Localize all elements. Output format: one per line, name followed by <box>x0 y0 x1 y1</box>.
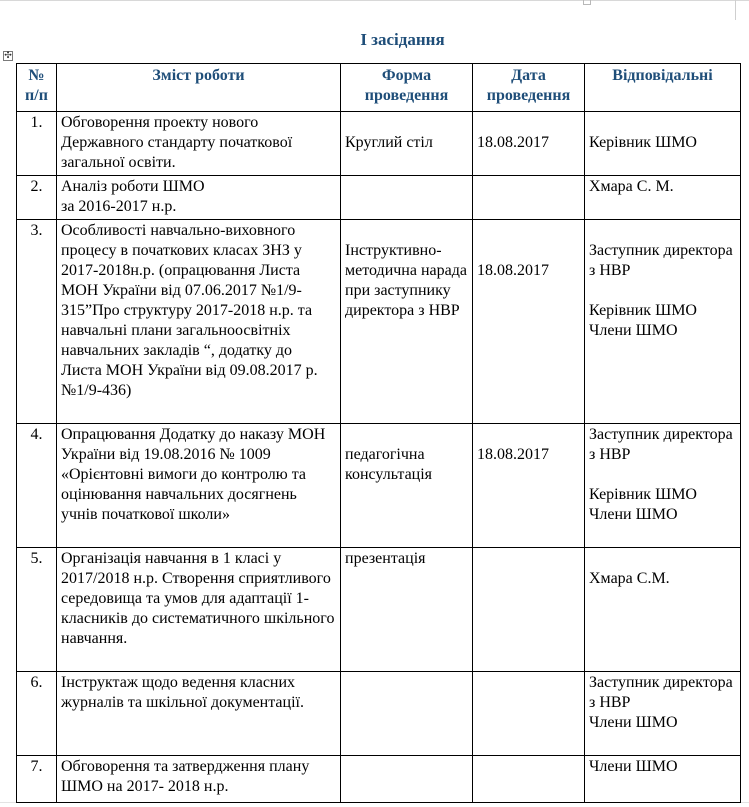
row-form <box>341 112 473 176</box>
table-row <box>17 548 741 672</box>
row-content: Інструктаж щодо ведення класних журналів та шкільної документації. <box>57 672 341 756</box>
row-date <box>473 176 585 220</box>
row-form: презентація <box>341 548 473 672</box>
row-responsible: Члени ШМО <box>585 756 741 803</box>
header-num <box>17 64 57 112</box>
row-responsible-line: Члени ШМО <box>589 506 678 523</box>
row-responsible <box>585 112 741 176</box>
row-date: 18.08.2017 <box>473 220 585 424</box>
row-num: 6. <box>17 672 57 756</box>
plan-table <box>16 63 741 803</box>
row-content <box>57 176 341 220</box>
row-num: 1. <box>17 112 57 176</box>
header-content: Зміст роботи <box>57 64 341 112</box>
header-form <box>341 64 473 112</box>
header-num-line2: п/п <box>25 87 48 104</box>
row-num: 2. <box>17 176 57 220</box>
row-content: Організація навчання в 1 класі у 2017/2018 н.р. Створення сприятливого середовища та умов для адаптації 1-класників до систематичного шкільного навчання. <box>57 548 341 672</box>
row-num: 4. <box>17 424 57 548</box>
row-responsible-spacer <box>589 281 736 301</box>
row-responsible-line: Члени ШМО <box>589 322 678 339</box>
row-content: Опрацювання Додатку до наказу МОН України від 19.08.2016 № 1009 «Орієнтовні вимоги до контролю та оцінювання навчальних досягнень учнів початкової школи» <box>57 424 341 548</box>
table-row <box>17 176 741 220</box>
row-form <box>341 672 473 756</box>
row-form <box>341 756 473 803</box>
row-num: 7. <box>17 756 57 803</box>
row-responsible-line: Заступник директора з НВР <box>589 426 733 463</box>
row-form-text: Круглий стіл <box>345 133 433 151</box>
header-date <box>473 64 585 112</box>
header-responsible: Відповідальні <box>585 64 741 112</box>
header-form-line1: Форма <box>381 67 432 84</box>
page-edge-top <box>0 0 749 1</box>
row-date <box>473 112 585 176</box>
row-form <box>341 176 473 220</box>
table-row <box>17 672 741 756</box>
row-responsible-spacer <box>589 465 736 485</box>
row-responsible-line: Заступник директора з НВР <box>589 242 733 279</box>
session-title: І засідання <box>360 30 445 49</box>
row-responsible: Хмара С. М. <box>585 176 741 220</box>
row-form: педагогічна консультація <box>341 424 473 548</box>
row-content: Обговорення та затвердження плану ШМО на 2017- 2018 н.р. <box>57 756 341 803</box>
table-row <box>17 756 741 803</box>
header-num-line1: № <box>28 67 45 84</box>
page-edge-right <box>735 0 736 20</box>
page-corner-marker <box>583 0 591 5</box>
row-responsible <box>585 220 741 424</box>
row-content-line: за 2016-2017 н.р. <box>61 198 177 215</box>
row-date <box>473 756 585 803</box>
row-responsible-line: Члени ШМО <box>589 714 678 731</box>
row-responsible-line: Хмара С.М. <box>589 570 670 587</box>
header-date-line2: проведення <box>486 87 571 104</box>
row-date-text: 18.08.2017 <box>477 134 549 151</box>
row-date <box>473 548 585 672</box>
table-header-row <box>17 64 741 112</box>
row-responsible <box>585 672 741 756</box>
table-row <box>17 424 741 548</box>
row-date: 18.08.2017 <box>473 424 585 548</box>
row-content: Обговорення проекту нового Державного стандарту початкової загальної освіти. <box>57 112 341 176</box>
table-move-handle-icon[interactable]: ✣ <box>4 51 12 61</box>
table-row <box>17 112 741 176</box>
row-num: 3. <box>17 220 57 424</box>
row-responsible-line: Керівник ШМО <box>589 302 697 319</box>
row-responsible <box>585 424 741 548</box>
row-content: Особливості навчально-виховного процесу в початкових класах ЗНЗ у 2017-2018н.р. (опрацювання Листа МОН України від 07.06.2017 №1/9-315”Про структуру 2017-2018 н.р. та навчальні плани загальноосвітніх навчальних закладів “, додатку до Листа МОН України від 09.08.2017 р. №1/9-436) <box>57 220 341 424</box>
row-content-line: Аналіз роботи ШМО <box>61 178 205 195</box>
row-date <box>473 672 585 756</box>
header-form-line2: проведення <box>364 87 449 104</box>
row-form: Інструктивно-методична нарада при заступнику директора з НВР <box>341 220 473 424</box>
row-responsible <box>585 548 741 672</box>
row-num: 5. <box>17 548 57 672</box>
row-responsible-line: Керівник ШМО <box>589 134 697 151</box>
row-responsible-line: Керівник ШМО <box>589 486 697 503</box>
header-date-line1: Дата <box>511 67 546 84</box>
row-responsible-line: Заступник директора з НВР <box>589 674 733 711</box>
table-row <box>17 220 741 424</box>
